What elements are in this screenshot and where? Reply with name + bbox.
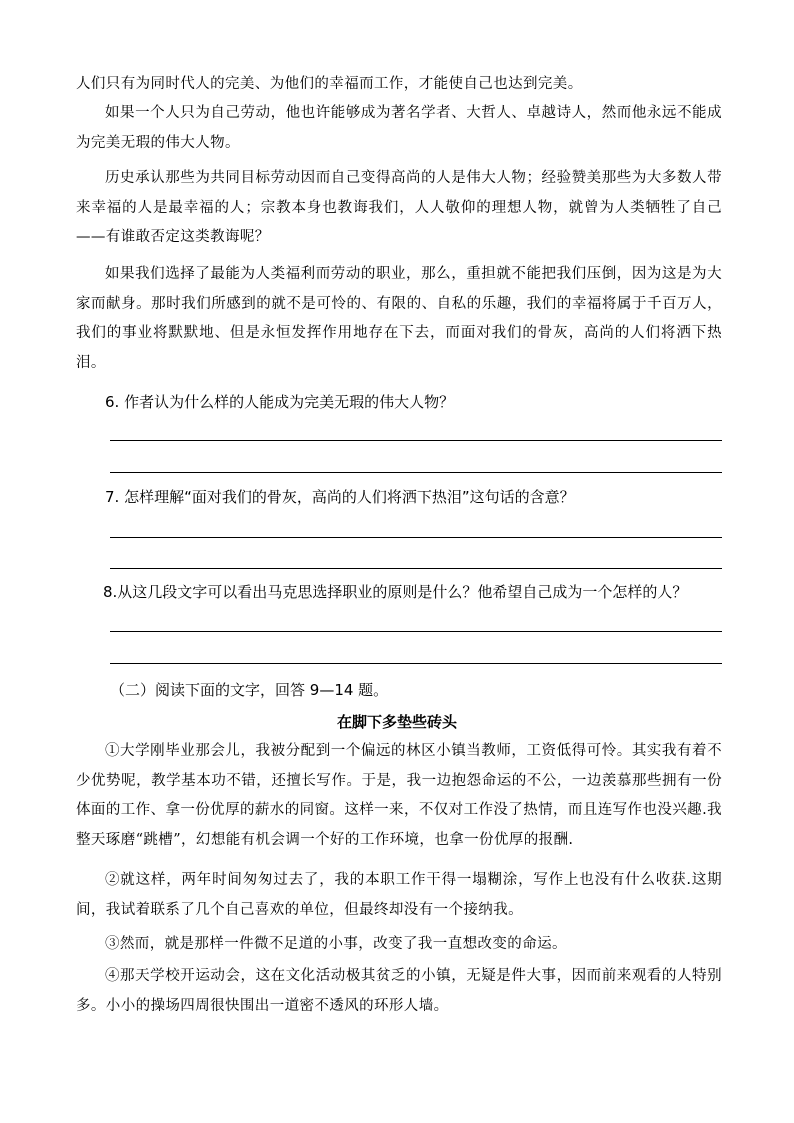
answer-line-q8-2[interactable] <box>110 663 722 664</box>
passage-paragraph-0: 人们只有为同时代人的完美、为他们的幸福而工作，才能使自己也达到完美。 <box>76 76 583 92</box>
article-paragraph-3: ③然而，就是那样一件微不足道的小事，改变了我一直想改变的命运。 <box>105 936 567 952</box>
article-paragraph-1: ①大学刚毕业那会儿，我被分配到一个偏远的林区小镇当教师，工资低得可怜。其实我有着不少优势呢，教学基本功不错，还擅长写作。于是，我一边抱怨命运的不公，一边羡慕那些拥有一份体面的工作、拿一份优厚的薪水的同窗。这样一来，不仅对工作没了热情，而且连写作也没兴趣.我整天琢磨“跳槽”，幻想能有机会调一个好的工作环境，也拿一份优厚的报酬. <box>76 743 722 848</box>
question-6: 6. 作者认为什么样的人能成为完美无瑕的伟大人物？ <box>105 393 455 411</box>
article-paragraph-2: ②就这样，两年时间匆匆过去了，我的本职工作干得一塌糊涂，写作上也没有什么收获.这期间，我试着联系了几个自己喜欢的单位，但最终却没有一个接纳我。 <box>76 872 722 918</box>
section-2-heading: （二）阅读下面的文字，回答 9—14 题。 <box>110 681 389 699</box>
article-title: 在脚下多垫些砖头 <box>336 713 457 731</box>
article-paragraph-4: ④那天学校开运动会，这在文化活动极其贫乏的小镇，无疑是件大事，因而前来观看的人特别多。小小的操场四周很快围出一道密不透风的环形人墙。 <box>76 968 722 1014</box>
answer-line-q7-2[interactable] <box>110 568 722 569</box>
passage-paragraph-3: 如果我们选择了最能为人类福利而劳动的职业，那么，重担就不能把我们压倒，因为这是为大家而献身。那时我们所感到的就不是可怜的、有限的、自私的乐趣，我们的幸福将属于千百万人，我们的事业将默默地、但是永恒发挥作用地存在下去，而面对我们的骨灰，高尚的人们将洒下热泪。 <box>76 266 722 371</box>
passage-paragraph-2: 历史承认那些为共同目标劳动因而自己变得高尚的人是伟大人物；经验赞美那些为大多数人带来幸福的人是最幸福的人；宗教本身也教诲我们，人人敬仰的理想人物，就曾为人类牺牲了自己——有谁敢否定这类教诲呢？ <box>76 170 722 245</box>
question-7: 7. 怎样理解“面对我们的骨灰，高尚的人们将洒下热泪”这句话的含意？ <box>105 488 575 506</box>
question-8: 8.从这几段文字可以看出马克思选择职业的原则是什么？他希望自己成为一个怎样的人？ <box>103 583 688 601</box>
answer-line-q8-1[interactable] <box>110 631 722 632</box>
answer-line-q6-1[interactable] <box>110 440 722 441</box>
answer-line-q6-2[interactable] <box>110 472 722 473</box>
answer-line-q7-1[interactable] <box>110 537 722 538</box>
passage-paragraph-1: 如果一个人只为自己劳动，他也许能够成为著名学者、大哲人、卓越诗人，然而他永远不能成为完美无瑕的伟大人物。 <box>76 105 722 151</box>
